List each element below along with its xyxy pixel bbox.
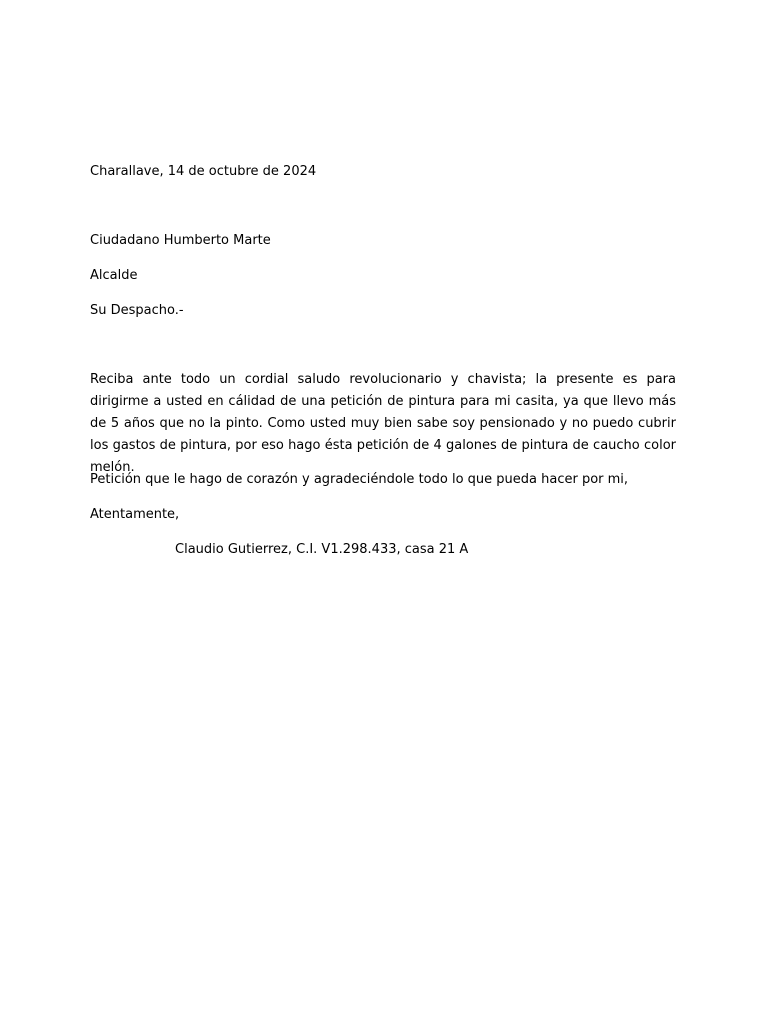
- recipient-office: Su Despacho.-: [90, 303, 184, 318]
- recipient-name: Ciudadano Humberto Marte: [90, 233, 271, 248]
- body-paragraph-request: Reciba ante todo un cordial saludo revolucionario y chavista; la presente es para dirigirme a usted en cálidad de una petición de pintura para mi casita, ya que llevo más de 5 años que no la pinto. Como usted muy bien sabe soy pensionado y no puedo cubrir los gastos de pintura, por eso hago ésta petición de 4 galones de pintura de caucho color melón.: [90, 372, 676, 475]
- body-paragraph-thanks: Petición que le hago de corazón y agradeciéndole todo lo que pueda hacer por mi,: [90, 472, 629, 487]
- date-line: Charallave, 14 de octubre de 2024: [90, 164, 317, 179]
- signature-line: Claudio Gutierrez, C.I. V1.298.433, casa 21 A: [175, 542, 469, 557]
- closing-line: Atentamente,: [90, 507, 180, 522]
- recipient-title: Alcalde: [90, 268, 138, 283]
